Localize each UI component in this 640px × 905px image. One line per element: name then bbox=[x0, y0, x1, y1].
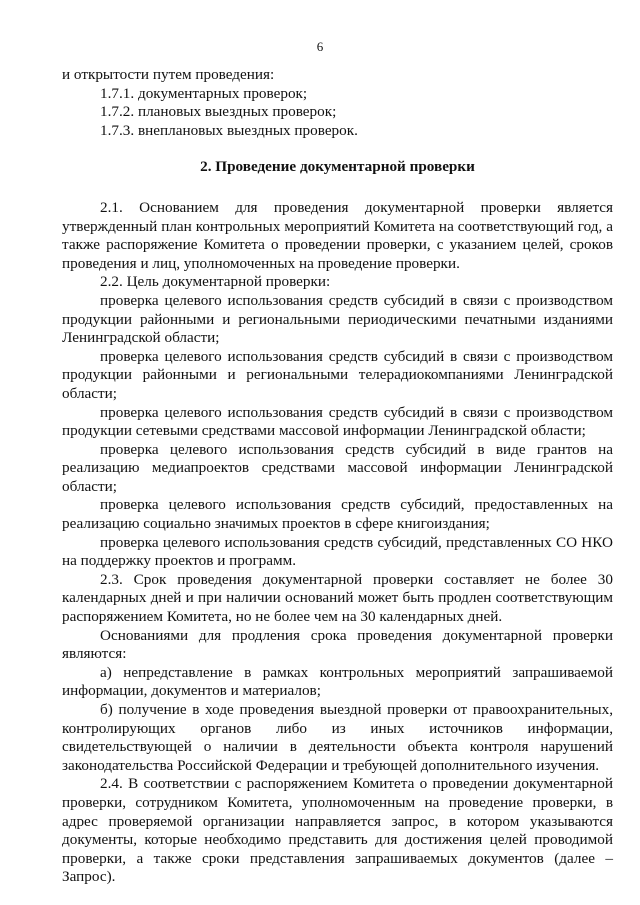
paragraph: проверка целевого использования средств субсидий, представленных СО НКО на поддержку проектов и программ. bbox=[62, 533, 613, 570]
intro-item: 1.7.1. документарных проверок; bbox=[100, 84, 308, 102]
paragraph: 2.1. Основанием для проведения документарной проверки является утвержденный план контрольных мероприятий Комитета на соответствующий год, а также распоряжение Комитета о проведении проверки, с указанием целей, сроков проведения и лиц, уполномоченных на проведение проверки. bbox=[62, 198, 613, 272]
intro-lead: и открытости путем проведения: bbox=[62, 66, 275, 83]
paragraph: б) получение в ходе проведения выездной проверки от правоохранительных, контролирующих органов либо из иных источников информации, свидетельствующей о наличии в деятельности объекта контроля нарушений законодательства Российской Федерации и требующей дополнительного изучения. bbox=[62, 701, 613, 774]
intro-item: 1.7.2. плановых выездных проверок; bbox=[100, 103, 337, 121]
paragraph: проверка целевого использования средств субсидий в связи с производством продукции районными и региональными периодическими печатными изданиями Ленинградской области; bbox=[62, 291, 613, 347]
paragraph: 2.2. Цель документарной проверки: bbox=[100, 273, 331, 291]
page-number: 6 bbox=[316, 39, 324, 54]
section-title: 2. Проведение документарной проверки bbox=[200, 158, 475, 176]
paragraph: проверка целевого использования средств субсидий в связи с производством продукции сетевыми средствами массовой информации Ленинградской области; bbox=[62, 403, 613, 440]
document-body bbox=[62, 66, 613, 887]
paragraph: проверка целевого использования средств субсидий, предоставленных на реализацию социально значимых проектов в сфере книгоиздания; bbox=[62, 496, 613, 533]
intro-item: 1.7.3. внеплановых выездных проверок. bbox=[100, 121, 358, 139]
paragraph: а) непредставление в рамках контрольных мероприятий запрашиваемой информации, документов и материалов; bbox=[62, 663, 613, 700]
paragraph: Основаниями для продления срока проведения документарной проверки являются: bbox=[62, 626, 613, 663]
paragraph: проверка целевого использования средств субсидий в виде грантов на реализацию медиапроектов средствами массовой информации Ленинградской области; bbox=[62, 440, 613, 495]
paragraph: 2.4. В соответствии с распоряжением Комитета о проведении документарной проверки, сотрудником Комитета, уполномоченным на проведение проверки, в адрес проверяемой организации направляется запрос, в котором указываются документы, которые необходимо представить для достижения целей проводимой проверки, а также сроки представления запрашиваемых документов (далее – Запрос). bbox=[62, 775, 613, 886]
paragraph: проверка целевого использования средств субсидий в связи с производством продукции районными и региональными телерадиокомпаниями Ленинградской области; bbox=[62, 347, 613, 402]
paragraph: 2.3. Срок проведения документарной проверки составляет не более 30 календарных дней и при наличии оснований может быть продлен соответствующим распоряжением Комитета, но не более чем на 30 календарных дней. bbox=[62, 570, 613, 626]
intro-block bbox=[62, 66, 613, 140]
